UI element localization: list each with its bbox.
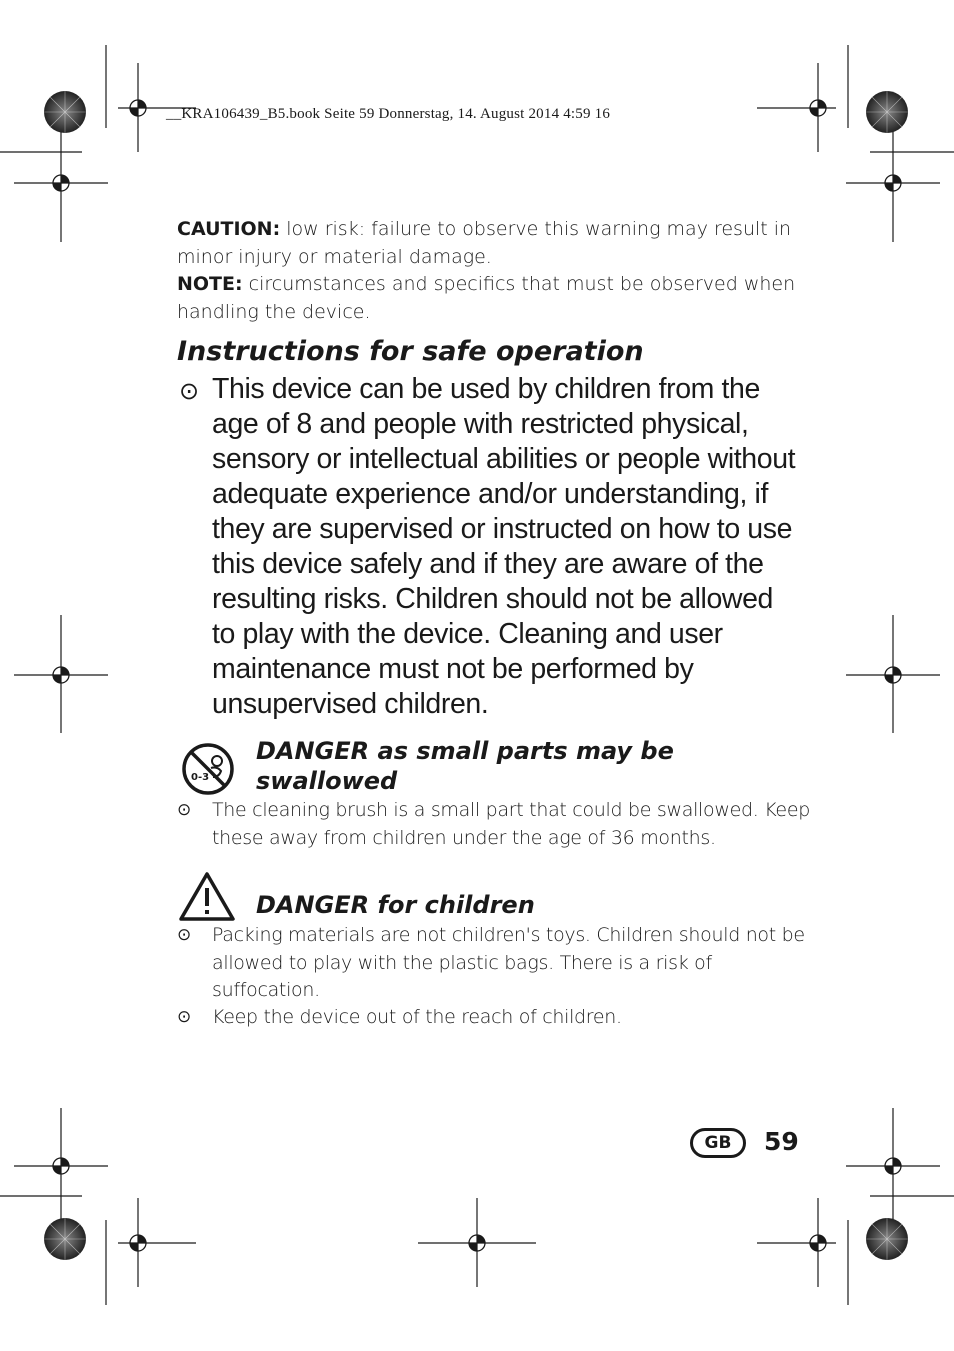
caution-label: CAUTION: — [177, 218, 281, 240]
bullet-icon: ⊙ — [177, 925, 192, 945]
section-heading: Instructions for safe operation — [177, 336, 644, 367]
warning-triangle-icon — [178, 870, 236, 922]
bullet-icon: ⊙ — [177, 1007, 192, 1027]
danger-children-title: DANGER for children — [256, 891, 535, 919]
no-small-parts-icon — [181, 742, 235, 796]
caution-paragraph — [177, 216, 817, 271]
note-label: NOTE: — [177, 273, 243, 295]
note-paragraph — [177, 271, 817, 326]
caution-text: low risk: failure to observe this warning may result in minor injury or material damage. — [177, 218, 792, 268]
country-badge: GB — [690, 1128, 746, 1158]
list-item: The cleaning brush is a small part that could be swallowed. Keep these away from children under the age of 36 months. — [212, 799, 810, 849]
list-item: Packing materials are not children's toys. Children should not be allowed to play with the plastic bags. There is a risk of suffocation. — [212, 924, 805, 1001]
bullet-icon: ⊙ — [177, 800, 192, 820]
safety-paragraph: This device can be used by children from the age of 8 and people with restricted physical, sensory or intellectual abilities or people without adequate experience and/or understanding, if they are supervised or instructed on how to use this device safely and if they are aware of the resulting risks. Children should not be allowed to play with the device. Cleaning and user maintenance must not be performed by unsupervised children. — [212, 373, 796, 720]
note-text: circumstances and specifics that must be observed when handling the device. — [177, 273, 796, 323]
list-item: Keep the device out of the reach of children. — [212, 1006, 622, 1028]
page-number: 59 — [764, 1127, 799, 1156]
age-label: 0-3 — [191, 772, 210, 783]
bullet-icon: ⊙ — [179, 377, 200, 405]
danger-small-parts-title: DANGER as small parts may be swallowed — [256, 737, 674, 795]
print-header: __KRA106439_B5.book Seite 59 Donnerstag, 14. August 2014 4:59 16 — [166, 106, 611, 122]
